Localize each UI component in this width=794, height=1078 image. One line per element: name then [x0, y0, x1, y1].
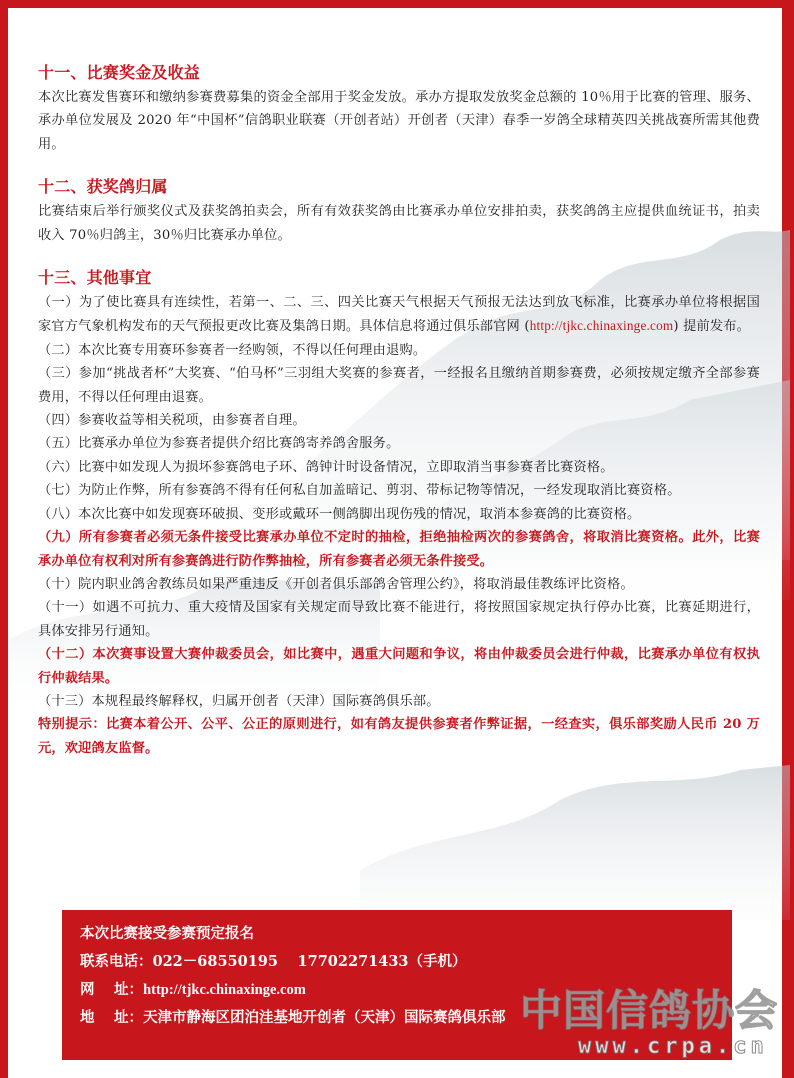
contact-heading: 本次比赛接受参赛预定报名: [80, 925, 254, 942]
section-title: 十三、其他事宜: [38, 268, 152, 288]
special-notice: 特别提示：比赛本着公开、公平、公正的原则进行，如有鸽友提供参赛者作弊证据，一经查实，俱乐部奖励人民币 20 万元，欢迎鸽友监督。: [38, 717, 760, 756]
section-title: 十一、比赛奖金及收益: [38, 63, 201, 82]
list-item-highlight: （九）所有参赛者必须无条件接受比赛承办单位不定时的抽检，拒绝抽检两次的参赛鸽舍，将取消比赛资格。此外，比赛承办单位有权利对所有参赛鸽进行防作弊抽检，所有参赛者必须无条件接受。: [38, 530, 760, 569]
list-item: （十）院内职业鸽舍教练员如果严重违反《开创者俱乐部鸽舍管理公约》，将取消最佳教练评比资格。: [38, 576, 634, 592]
list-item: （五）比赛承办单位为参赛者提供介绍比赛鸽寄养鸽舍服务。: [38, 436, 400, 452]
item-text: （一）为了使比赛具有连续性，若第一、二、三、四关比赛天气根据天气预报无法达到放飞标准，比赛承办单位将根据国家官方气象机构发布的天气预报更改比赛及集鸽日期。具体信息将通过俱乐部官网 (: [38, 295, 760, 335]
section-thirteen: [38, 265, 760, 760]
rules-content: [38, 60, 760, 760]
website-label: 网 址：: [80, 981, 144, 998]
list-item: （十三）本规程最终解释权，归属开创者（天津）国际赛鸽俱乐部。: [38, 693, 440, 709]
section-title: 十二、获奖鸽归属: [38, 177, 168, 197]
list-item: [38, 291, 760, 339]
phone-value: 022－68550195 17702271433（手机）: [152, 953, 467, 970]
list-item: （四）参赛收益等相关税项，由参赛者自理。: [38, 413, 306, 429]
list-item: （六）比赛中如发现人为损坏参赛鸽电子环、鸽钟计时设备情况，立即取消当事参赛者比赛资格。: [38, 459, 614, 475]
item-text-suffix: ) 提前发布。: [673, 319, 751, 335]
address-value: 天津市静海区团泊洼基地开创者（天津）国际赛鸽俱乐部: [143, 1009, 506, 1026]
website-link[interactable]: http://tjkc.chinaxinge.com: [143, 982, 306, 998]
section-eleven: [38, 60, 760, 156]
list-item: （三）参加“挑战者杯”大奖赛、“伯马杯”三羽组大奖赛的参赛者，一经报名且缴纳首期参赛费，必须按规定缴齐全部参赛费用，不得以任何理由退赛。: [38, 366, 760, 405]
list-item: （十一）如遇不可抗力、重大疫情及国家有关规定而导致比赛不能进行，将按照国家规定执行停办比赛，比赛延期进行，具体安排另行通知。: [38, 600, 760, 639]
section-body: 比赛结束后举行颁奖仪式及获奖鸽拍卖会，所有有效获奖鸽由比赛承办单位安排拍卖，获奖鸽鸽主应提供血统证书，拍卖收入 70％归鸽主，30％归比赛承办单位。: [38, 204, 760, 243]
watermark-logo-text: 中国信鸽协会: [520, 986, 779, 1035]
contact-phone: [80, 948, 732, 976]
list-item: （八）本次比赛中如发现赛环破损、变形或戴环一侧鸽脚出现伤残的情况，取消本参赛鸽的比赛资格。: [38, 506, 641, 522]
address-label: 地 址：: [80, 1009, 144, 1026]
phone-label: 联系电话：: [80, 953, 153, 970]
section-twelve: [38, 174, 760, 247]
club-website-link[interactable]: http://tjkc.chinaxinge.com: [529, 318, 674, 334]
list-item: （七）为防止作弊，所有参赛鸽不得有任何私自加盖暗记、剪羽、带标记物等情况，一经发现取消比赛资格。: [38, 483, 681, 499]
watermark-url: www.crpa.cn: [578, 1034, 768, 1059]
section-body: 本次比赛发售赛环和缴纳参赛费募集的资金全部用于奖金发放。承办方提取发放奖金总额的 10％用于比赛的管理、服务、承办单位发展及 2020 年“中国杯”信鸽职业联赛（开创者站）开创者（天津）春季一岁鸽全球精英四关挑战赛所需其他费用。: [38, 90, 760, 152]
list-item: （二）本次比赛专用赛环参赛者一经购领，不得以任何理由退购。: [38, 342, 427, 358]
list-item-highlight: （十二）本次赛事设置大赛仲裁委员会，如比赛中，遇重大问题和争议，将由仲裁委员会进行仲裁，比赛承办单位有权执行仲裁结果。: [38, 647, 760, 686]
